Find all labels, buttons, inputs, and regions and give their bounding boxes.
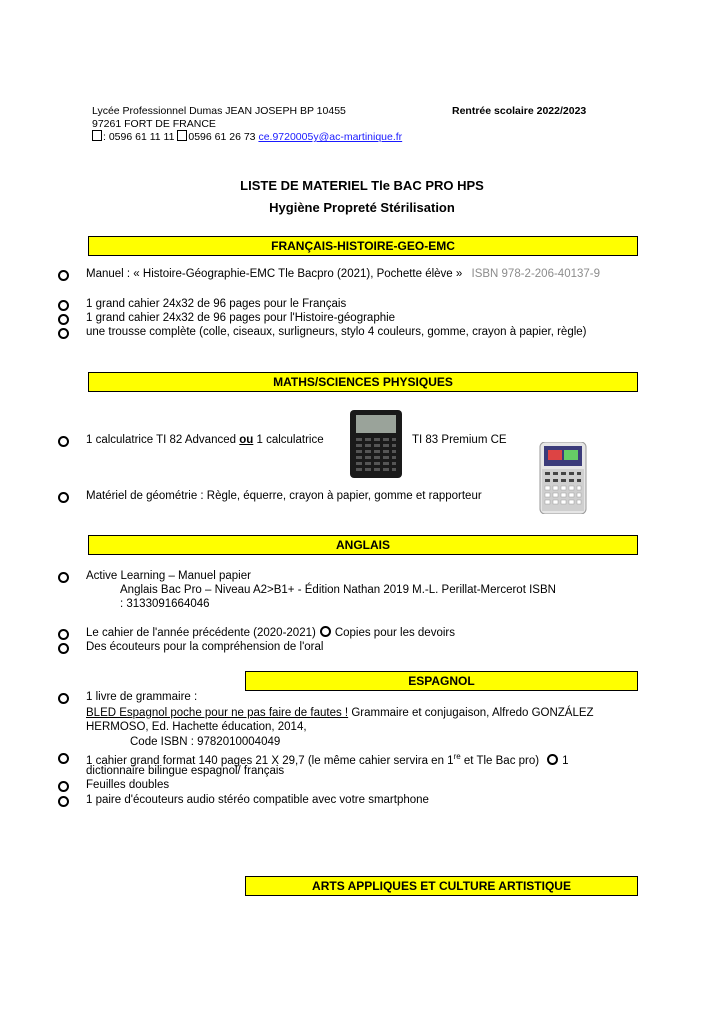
bullet-icon [58, 570, 72, 586]
ti82-calculator-image [348, 410, 404, 478]
bled-rest: Grammaire et conjugaison, Alfredo GONZÁLEZ [348, 707, 594, 719]
list-item: une trousse complète (colle, ciseaux, surligneurs, stylo 4 couleurs, gomme, crayon à papier, règle) [86, 326, 587, 338]
calculator-item [86, 433, 324, 447]
bullet-icon [58, 434, 72, 450]
bullet-icon [58, 779, 72, 795]
section-banner-anglais: ANGLAIS [88, 535, 638, 555]
bullet-icon [320, 626, 331, 637]
francais-manuel [86, 267, 600, 281]
calc-model-1: 1 calculatrice TI 82 Advanced [86, 434, 237, 446]
bullet-icon [58, 326, 72, 342]
anglais-item-1-detail: Anglais Bac Pro – Niveau A2>B1+ - Édition Nathan 2019 M.-L. Perillat-Mercerot ISBN [120, 584, 556, 596]
school-address-line2: 97261 FORT DE FRANCE [92, 118, 216, 130]
ti83-calculator-image [538, 442, 588, 514]
page-title: LISTE DE MATERIEL Tle BAC PRO HPS [240, 178, 484, 193]
espagnol-ecouteurs: 1 paire d'écouteurs audio stéréo compatible avec votre smartphone [86, 794, 429, 806]
section-banner-arts: ARTS APPLIQUES ET CULTURE ARTISTIQUE [245, 876, 638, 896]
page-subtitle: Hygiène Propreté Stérilisation [269, 200, 455, 215]
school-address-line1: Lycée Professionnel Dumas JEAN JOSEPH BP 10455 [92, 105, 346, 117]
contact-line [92, 130, 402, 144]
calc-or: ou [239, 434, 254, 446]
manuel-isbn: ISBN 978-2-206-40137-9 [471, 268, 600, 280]
calc-text: 1 calculatrice [256, 434, 324, 446]
geometrie-item: Matériel de géométrie : Règle, équerre, crayon à papier, gomme et rapporteur [86, 490, 482, 502]
bullet-icon [547, 754, 558, 765]
bullet-icon [58, 268, 72, 284]
cahier-text: 1 cahier grand format 140 pages 21 X 29,7 (le même cahier servira en 1 [86, 754, 454, 767]
bullet-icon [58, 490, 72, 506]
copies-text: Copies pour les devoirs [334, 627, 455, 639]
espagnol-dico: dictionnaire bilingue espagnol/ français [86, 765, 285, 777]
bullet-icon [58, 691, 72, 707]
manuel-text: Manuel : « Histoire-Géographie-EMC Tle Bacpro (2021), Pochette élève » [86, 268, 463, 280]
section-banner-espagnol: ESPAGNOL [245, 671, 638, 691]
section-banner-francais: FRANÇAIS-HISTOIRE-GEO-EMC [88, 236, 638, 256]
superscript: re [453, 752, 461, 761]
anglais-item-2 [86, 626, 455, 640]
anglais-item-1-isbn: : 3133091664046 [120, 598, 210, 610]
cahier-text-end: et Tle Bac pro) [460, 754, 540, 767]
phone-icon [92, 130, 102, 141]
email-link[interactable]: ce.9720005y@ac-martinique.fr [258, 131, 403, 143]
bled-title [86, 706, 594, 720]
bled-underlined: BLED Espagnol poche pour ne pas faire de fautes ! [86, 707, 349, 719]
espagnol-item-1: 1 livre de grammaire : [86, 691, 198, 703]
bullet-icon [58, 794, 72, 810]
calc-model-2: TI 83 Premium CE [412, 434, 507, 446]
phone-number-1: : 0596 61 11 11 [103, 131, 175, 143]
rentree-label: Rentrée scolaire 2022/2023 [452, 105, 587, 117]
espagnol-feuilles: Feuilles doubles [86, 779, 170, 791]
bled-isbn: Code ISBN : 9782010004049 [130, 736, 281, 748]
list-item: 1 grand cahier 24x32 de 96 pages pour le Français [86, 298, 347, 310]
bullet-icon [58, 641, 72, 657]
bled-line2: HERMOSO, Ed. Hachette éducation, 2014, [86, 721, 307, 733]
phone-number-2: 0596 61 26 73 [188, 131, 256, 143]
bullet-icon [58, 751, 72, 767]
cahier-text: Le cahier de l'année précédente (2020-2021) [86, 627, 316, 639]
anglais-item-1: Active Learning – Manuel papier [86, 570, 251, 582]
list-item: 1 grand cahier 24x32 de 96 pages pour l'Histoire-géographie [86, 312, 396, 324]
anglais-item-3: Des écouteurs pour la compréhension de l'oral [86, 641, 324, 653]
section-banner-maths: MATHS/SCIENCES PHYSIQUES [88, 372, 638, 392]
fax-icon [177, 130, 187, 141]
dico-count: 1 [562, 754, 569, 767]
